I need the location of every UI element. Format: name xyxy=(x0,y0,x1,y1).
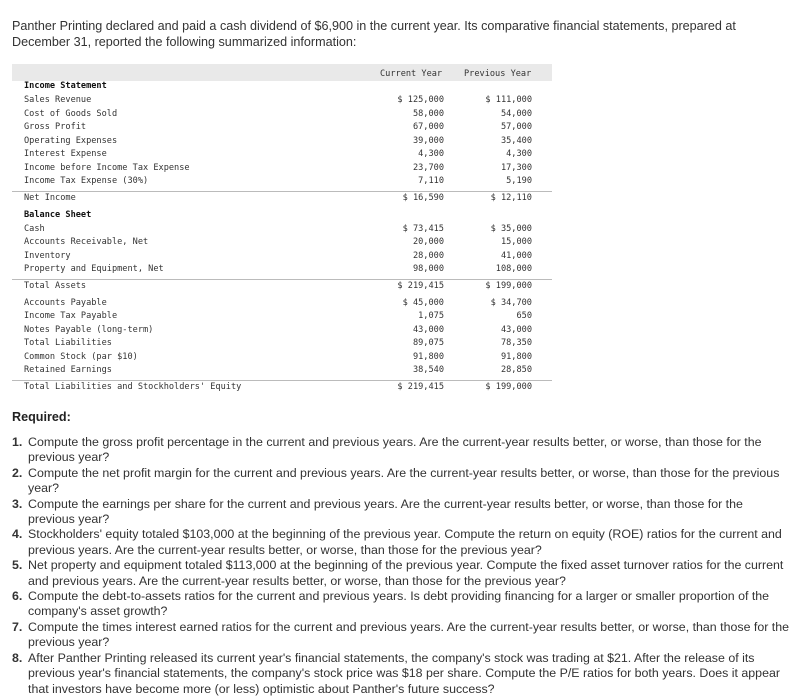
question-text: Stockholders' equity totaled $103,000 at the beginning of the previous year. Compute the return on equity (ROE) ratios for the current and previous years. Are the current-year results better, or worse, than those for the previous year? xyxy=(28,527,782,557)
current-year-value: $ 73,415 xyxy=(402,224,444,234)
question-item xyxy=(12,620,792,651)
current-year-value: 58,000 xyxy=(412,109,444,119)
table-row xyxy=(12,122,552,135)
table-row xyxy=(12,176,552,189)
table-row xyxy=(12,95,552,108)
previous-year-value: $ 199,000 xyxy=(485,281,532,291)
current-year-value: 89,075 xyxy=(412,338,444,348)
previous-year-value: $ 12,110 xyxy=(490,193,532,203)
financial-statements-table xyxy=(12,64,552,392)
row-divider xyxy=(12,279,552,280)
current-year-value: 7,110 xyxy=(418,176,444,186)
current-year-value: 20,000 xyxy=(412,237,444,247)
row-label: Balance Sheet xyxy=(24,210,92,220)
column-header-previous: Previous Year xyxy=(464,69,532,79)
current-year-value: $ 125,000 xyxy=(397,95,444,105)
question-item xyxy=(12,527,792,558)
row-label: Total Liabilities and Stockholders' Equity xyxy=(24,382,242,392)
current-year-value: $ 16,590 xyxy=(402,193,444,203)
row-label: Total Liabilities xyxy=(24,338,112,348)
table-row xyxy=(12,251,552,264)
question-text: After Panther Printing released its current year's financial statements, the company's stock was trading at $21. After the release of its previous year's financial statements, the company's stock price was $18 per share. Compute the P/E ratios for both years. Does it appear that investors have become more (or less) optimistic about Panther's future success? xyxy=(28,650,780,696)
table-row xyxy=(12,298,552,311)
question-item xyxy=(12,558,792,589)
table-row xyxy=(12,281,552,294)
table-row xyxy=(12,338,552,351)
row-label: Gross Profit xyxy=(24,122,87,132)
current-year-value: 23,700 xyxy=(412,163,444,173)
question-item xyxy=(12,589,792,620)
question-text: Compute the net profit margin for the current and previous years. Are the current-year results better, or worse, than those for the previous year? xyxy=(28,465,780,496)
question-number: 5. xyxy=(12,558,23,573)
row-label: Income before Income Tax Expense xyxy=(24,163,190,173)
row-label: Income Tax Expense (30%) xyxy=(24,176,149,186)
current-year-value: 28,000 xyxy=(412,251,444,261)
table-row xyxy=(12,163,552,176)
row-label: Cash xyxy=(24,224,45,234)
question-text: Compute the debt-to-assets ratios for the current and previous years. Is debt providing financing for a larger or smaller proportion of the company's asset growth? xyxy=(28,589,770,619)
row-label: Common Stock (par $10) xyxy=(24,352,138,362)
row-label: Total Assets xyxy=(24,281,87,291)
current-year-value: $ 45,000 xyxy=(402,298,444,308)
row-divider xyxy=(12,191,552,192)
table-row xyxy=(12,237,552,250)
previous-year-value: $ 35,000 xyxy=(490,224,532,234)
row-label: Income Tax Payable xyxy=(24,311,118,321)
current-year-value: 98,000 xyxy=(412,264,444,274)
section-heading-row xyxy=(12,210,552,223)
previous-year-value: $ 34,700 xyxy=(490,298,532,308)
table-row xyxy=(12,264,552,277)
current-year-value: 43,000 xyxy=(412,325,444,335)
question-item xyxy=(12,435,792,466)
table-row xyxy=(12,149,552,162)
question-item xyxy=(12,497,792,528)
question-text: Net property and equipment totaled $113,000 at the beginning of the previous year. Compute the fixed asset turnover ratios for the current and previous years. Are the current-year results better, or worse, than those for the previous year? xyxy=(28,558,784,588)
row-label: Property and Equipment, Net xyxy=(24,264,164,274)
question-text: Compute the gross profit percentage in the current and previous years. Are the current-year results better, or worse, than those for the previous year? xyxy=(28,435,762,465)
question-number: 6. xyxy=(12,589,23,604)
previous-year-value: 4,300 xyxy=(506,149,532,159)
current-year-value: 67,000 xyxy=(412,122,444,132)
table-row xyxy=(12,365,552,378)
column-header-current: Current Year xyxy=(380,69,443,79)
row-label: Operating Expenses xyxy=(24,136,118,146)
question-number: 7. xyxy=(12,619,23,634)
problem-intro: Panther Printing declared and paid a cash dividend of $6,900 in the current year. Its comparative financial statements, prepared at December 31, reported the following summarized information: xyxy=(12,19,736,49)
question-number: 8. xyxy=(12,650,23,665)
row-label: Notes Payable (long-term) xyxy=(24,325,154,335)
row-label: Inventory xyxy=(24,251,71,261)
table-header xyxy=(12,64,552,81)
row-label: Accounts Receivable, Net xyxy=(24,237,149,247)
previous-year-value: 108,000 xyxy=(495,264,532,274)
table-row xyxy=(12,224,552,237)
table-row xyxy=(12,136,552,149)
current-year-value: 4,300 xyxy=(418,149,444,159)
required-heading: Required: xyxy=(12,410,71,424)
previous-year-value: 91,800 xyxy=(500,352,532,362)
row-label: Accounts Payable xyxy=(24,298,107,308)
row-label: Retained Earnings xyxy=(24,365,112,375)
row-label: Income Statement xyxy=(24,81,107,91)
row-label: Interest Expense xyxy=(24,149,107,159)
table-row xyxy=(12,325,552,338)
previous-year-value: 54,000 xyxy=(500,109,532,119)
previous-year-value: $ 199,000 xyxy=(485,382,532,392)
table-row xyxy=(12,109,552,122)
current-year-value: $ 219,415 xyxy=(397,382,444,392)
question-item xyxy=(12,466,792,497)
previous-year-value: 57,000 xyxy=(500,122,532,132)
previous-year-value: 43,000 xyxy=(500,325,532,335)
question-number: 1. xyxy=(12,435,23,449)
required-questions-list xyxy=(12,435,792,697)
previous-year-value: $ 111,000 xyxy=(485,95,532,105)
table-row xyxy=(12,352,552,365)
current-year-value: 39,000 xyxy=(412,136,444,146)
table-row xyxy=(12,193,552,206)
question-text: Compute the earnings per share for the current and previous years. Are the current-year results better, or worse, than those for the previous year? xyxy=(28,496,743,527)
row-label: Net Income xyxy=(24,193,76,203)
section-heading-row xyxy=(12,81,552,94)
previous-year-value: 17,300 xyxy=(500,163,532,173)
row-label: Sales Revenue xyxy=(24,95,92,105)
question-item xyxy=(12,651,792,697)
table-row xyxy=(12,311,552,324)
previous-year-value: 650 xyxy=(516,311,532,321)
previous-year-value: 5,190 xyxy=(506,176,532,186)
question-number: 2. xyxy=(12,465,23,480)
current-year-value: $ 219,415 xyxy=(397,281,444,291)
previous-year-value: 78,350 xyxy=(500,338,532,348)
previous-year-value: 41,000 xyxy=(500,251,532,261)
previous-year-value: 35,400 xyxy=(500,136,532,146)
row-label: Cost of Goods Sold xyxy=(24,109,118,119)
current-year-value: 38,540 xyxy=(412,365,444,375)
question-text: Compute the times interest earned ratios for the current and previous years. Are the current-year results better, or worse, than those for the previous year? xyxy=(28,619,790,650)
previous-year-value: 15,000 xyxy=(500,237,532,247)
current-year-value: 91,800 xyxy=(412,352,444,362)
table-row xyxy=(12,382,552,395)
question-number: 4. xyxy=(12,527,23,542)
current-year-value: 1,075 xyxy=(418,311,444,321)
previous-year-value: 28,850 xyxy=(500,365,532,375)
question-number: 3. xyxy=(12,496,23,511)
row-divider xyxy=(12,380,552,381)
